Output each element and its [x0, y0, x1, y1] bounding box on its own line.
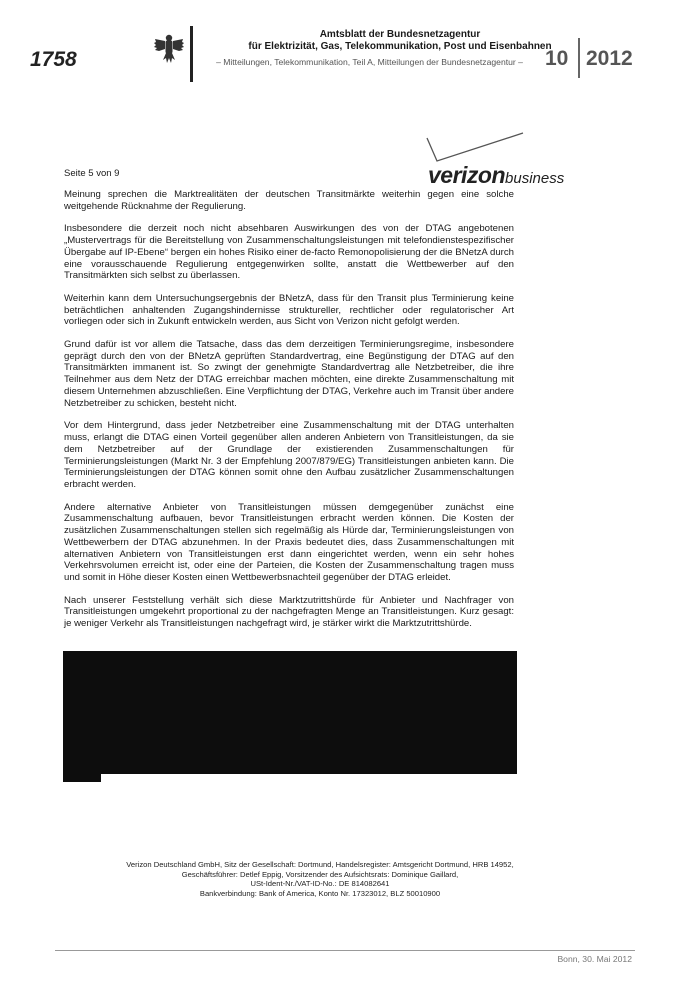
letter-page-label: Seite 5 von 9	[64, 168, 120, 179]
verizon-check-icon	[425, 132, 525, 164]
footer-line: Bankverbindung: Bank of America, Konto Nr. 17323012, BLZ 50010900	[199, 888, 441, 898]
company-footer	[64, 860, 576, 898]
paragraph: Grund dafür ist vor allem die Tatsache, dass das dem derzeitigen Terminierungsregime, insbesondere geprägt durch den von der BNetzA geprüften Standardvertrag, eine Begünstigung der DTAG auf den Transitmärkten immanent ist. So zwingt der genehmigte Standardvertrag alle Netzbetreiber, die ihre Teilnehmer aus dem Netz der DTAG erreichbar machen möchten, eine direkte Zusammenschaltung mit diesem Unternehmen abzuschließen. Eine Verpflichtung der DTAG, Verkehre auch im Transit über andere Netzbetreiber zu schicken, besteht nicht.	[64, 338, 514, 409]
footer-line: Geschäftsführer: Detlef Eppig, Vorsitzender des Aufsichtsrats: Dominique Gaillard,	[181, 869, 459, 879]
issue-divider	[578, 38, 580, 78]
issue-number: 10	[545, 47, 569, 70]
bottom-divider	[55, 950, 635, 951]
paragraph: Vor dem Hintergrund, dass jeder Netzbetreiber eine Zusammenschaltung mit der DTAG unterhalten muss, erlangt die DTAG einen Vorteil gegenüber allen anderen Anbietern von Transitleistungen, da sie dem Netzbetreiber auf der Grundlage der existierenden Zusammenschaltungen für Terminierungsleistungen (Markt Nr. 3 der Empfehlung 2007/879/EG) Transitleistungen anbieten kann. Die Terminierungsleistungen der DTAG können somit ohne den Aufbau zusätzlicher Zusammenschaltungen erbracht werden.	[64, 420, 514, 491]
federal-eagle-icon	[153, 32, 185, 66]
gazette-title-line2: für Elektrizität, Gas, Telekommunikation, Post und Eisenbahnen	[248, 41, 552, 52]
logo-main-text: verizon	[428, 162, 506, 188]
page-number: 1758	[30, 48, 77, 71]
paragraph: Weiterhin kann dem Untersuchungsergebnis der BNetzA, dass für den Transit plus Terminierung keine beträchtlichen anhaltenden Zugangshindernisse struktureller, rechtlicher oder regulatorischer Art vorliegen oder sich in Zukunft entwickeln werden, aus Sicht von Verizon nicht gefolgt werden.	[64, 292, 514, 328]
gazette-title-line1: Amtsblatt der Bundesnetzagentur	[319, 29, 481, 40]
footer-line: Verizon Deutschland GmbH, Sitz der Gesellschaft: Dortmund, Handelsregister: Amtsgericht Dortmund, HRB 14952,	[126, 860, 514, 869]
letter-body	[64, 189, 514, 641]
issue-year: 2012	[586, 47, 633, 70]
publication-date: Bonn, 30. Mai 2012	[557, 954, 632, 964]
redacted-block	[63, 651, 517, 774]
paragraph: Meinung sprechen die Marktrealitäten der deutschen Transitmärkte weiterhin gegen eine solche weitgehende Rücknahme der Regulierung.	[64, 189, 514, 212]
logo-suffix-text: business	[505, 170, 565, 187]
gazette-subtitle: – Mitteilungen, Telekommunikation, Teil A, Mitteilungen der Bundesnetzagentur –	[216, 57, 523, 67]
paragraph: Insbesondere die derzeit noch nicht absehbaren Auswirkungen des von der DTAG angebotenen „Mustervertrags für die Bereitstellung von Zusammenschaltungsleistungen mit telefondienstespezifischer Übergabe auf IP-Ebene“ bergen ein hohes Risiko einer de-facto Remonopolisierung der die BNetzA durch eine vorausschauende Regulierung entgegenwirken sollte, anstatt die Wettbewerber auf den Transitmärkten sich selbst zu überlassen.	[64, 223, 514, 282]
paragraph: Andere alternative Anbieter von Transitleistungen müssen demgegenüber zunächst eine Zusammenschaltung aufbauen, bevor Transitleistungen erbracht werden können. Die Kosten der zusätzlichen Zusammenschaltungen stellen sich regelmäßig als Hürde dar, Terminierungsleistungen von Wettbewerbern der DTAG abzunehmen. In der Praxis bedeutet dies, dass Zusammenschaltungen mit alternativen Anbietern von Transitleistungen erst dann eingerichtet werden, wenn ein sehr hohes Verkehrsvolumen erreicht ist, oder eine der Parteien, die Kosten der Zusammenschaltung tragen muss und somit in Höhe dieser Kosten einen Wettbewerbsnachteil gegenüber der DTAG erleidet.	[64, 501, 514, 584]
redacted-block-tail	[63, 773, 101, 782]
paragraph: Nach unserer Feststellung verhält sich diese Marktzutrittshürde für Anbieter und Nachfrager von Transitleistungen umgekehrt proportional zu der nachgefragten Menge an Transitleistungen. Kurz gesagt: je weniger Verkehr als Transitleistungen nachgefragt wird, je stärker wirkt die Marktzutrittshürde.	[64, 594, 514, 630]
header-divider	[190, 26, 193, 82]
verizon-business-logo	[428, 162, 564, 189]
footer-line: USt-Ident-Nr./VAT-ID-No.: DE 814082641	[250, 879, 390, 889]
